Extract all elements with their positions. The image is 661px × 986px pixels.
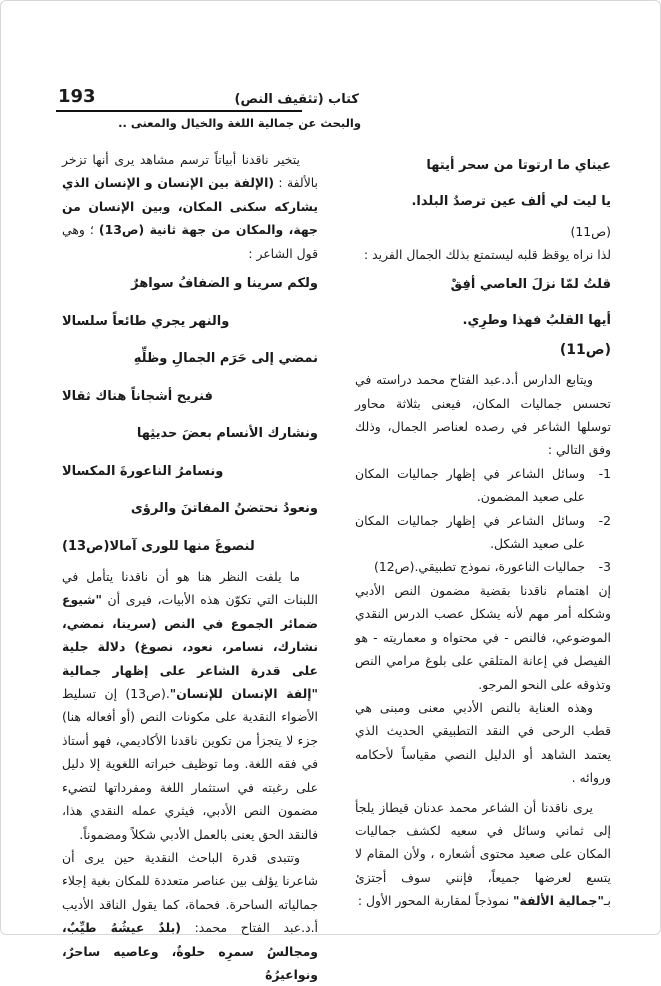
verse-line: ونشارك الأنسام بعضَ حديثِها xyxy=(136,426,318,442)
list-item xyxy=(355,509,611,556)
paragraph-text: .(ص13) إن تسليط الأضواء النقدية على مكونات النص (أو أفعاله هنا) جزء لا يتجزأ من تكوين ناقدنا الأكاديمي، فهو أستاذ في فقه اللغة. وما توظيف خبراته اللغوية إلا دليل على رغبته في استثمار اللغة ومفرداتها لتضيء مضمون النص الأدبي، فيثري عمله النقدي هذا، فالنقد الحق يعنى بالعمل الأدبي شكلاً ومضموناً. xyxy=(62,686,318,842)
list-text: وسائل الشاعر في إظهار جماليات المكان على صعيد المضمون. xyxy=(355,465,585,505)
paragraph: ويتابع الدارس أ.د.عبد الفتاح محمد دراسته في تحسس جماليات المكان، فيعنى بثلاثة محاور توسلها الشاعر في رصده لعناصر الجمال، وذلك وفق التالي : xyxy=(355,372,611,458)
paragraph xyxy=(62,846,318,986)
list-number: 3- xyxy=(598,559,611,575)
verse-line: ولكم سرينا و الضفافُ سواهرٌ xyxy=(131,276,318,292)
paragraph-text: ما يلفت النظر هنا هو أن ناقدنا يتأمل في اللبنات التي تكوّن هذه الأبيات، فيرى أن xyxy=(62,569,318,608)
bold-quote: "شيوع ضمائر الجموع في النص (سرينا، نمضي، نشارك، نسامر، نعود، نصوغ) دلالة جلية على قدرة الشاعر على إظهار جمالية "إلفة الإنسان للإنسان" xyxy=(62,592,318,702)
verse-line: يا ليت لي ألف عين ترصدُ البلدا. xyxy=(411,194,611,209)
paragraph xyxy=(355,796,611,913)
page-number: 193 xyxy=(58,86,96,107)
list-text: جماليات الناعورة، نموذج تطبيقي.(ص12) xyxy=(374,559,585,575)
paragraph-text: يتخير ناقدنا أبياتاً ترسم مشاهد يرى أنها تزخر بالألفة : xyxy=(62,152,318,191)
paragraph: لذا نراه يوقظ قلبه ليستمتع بذلك الجمال الفريد : xyxy=(364,247,611,263)
list-item xyxy=(355,555,611,578)
verse-line: والنهر يجري طائعاً سلسالا xyxy=(62,313,230,329)
paragraph-text: وتتبدى قدرة الباحث النقدية حين يرى أن شاعرنا يؤلف بين عناصر متعددة للمكان بغية إجلاء جمالياته الساحرة. فحماة، كما يقول الناقد الأديب أ.د.عبد الفتاح محمد: xyxy=(62,849,318,936)
left-column xyxy=(62,148,318,982)
paragraph-text: ؛ وهي قول الشاعر : xyxy=(62,222,318,261)
bold-term: "جمالية الألفة" xyxy=(513,893,604,909)
verse-line: قلتُ لمّا نزلَ العاصي أفِقْ xyxy=(450,276,611,292)
bold-quote: (الإلفة بين الإنسان و الإنسان الذي يشاركه سكنى المكان، وبين الإنسان من جهة، والمكان من جهة ثانية (ص13) xyxy=(62,175,318,238)
page-reference: (ص11) xyxy=(559,341,611,358)
paragraph-text: نموذجاً لمقاربة المحور الأول : xyxy=(357,893,513,909)
right-column xyxy=(355,148,611,923)
list-number: 1- xyxy=(598,465,611,481)
list-text: وسائل الشاعر في إظهار جماليات المكان على صعيد الشكل. xyxy=(355,512,585,552)
page-reference: (ص11) xyxy=(570,224,611,239)
paragraph xyxy=(62,565,318,846)
list-item xyxy=(355,462,611,509)
paragraph xyxy=(62,148,318,265)
verse-line: لنصوغَ منها للورى آمالا(ص13) xyxy=(62,538,255,554)
running-header-subtitle: والبحث عن جمالية اللغة والخيال والمعنى .. xyxy=(118,116,361,130)
paragraph: وهذه العناية بالنص الأدبي معنى ومبنى هي قطب الرحى في النقد التطبيقي الحديث الذي يعتمد الشاهد أو الدليل النصي مقياساً لأحكامه وروائه . xyxy=(355,699,611,786)
paragraph: إن اهتمام ناقدنا بقضية مضمون النص الأدبي وشكله أمر مهم لأنه يشكل عصب الدرس النقدي الموضوعي، فالنص - في محتواه و معماريته - هو الفيصل في إعانة المتلقي على بلوغ مرامي النص وتذوقه على النحو المرجو. xyxy=(355,582,611,692)
verse-line: أيها القلبُ فهذا وطرِي. xyxy=(462,312,611,328)
verse-line: عيناي ما ارتوتا من سحر أيتها xyxy=(426,158,611,173)
verse-line: ونسامرُ الناعورةَ المكسالا xyxy=(62,463,224,479)
bold-quote: (بلدٌ عيشُهُ طيِّبٌ، ومجالسُ سمرِه حلوةٌ، وعاصيه ساحرٌ، ونواعيرُهُ xyxy=(62,920,318,982)
header-divider xyxy=(56,110,302,112)
verse-line: نمضي إلى حَرَم الجمالِ وظلِّهِ xyxy=(133,351,318,367)
paragraph-text: يرى ناقدنا أن الشاعر محمد عدنان قيطاز يلجأ إلى ثماني وسائل في سعيه لكشف جماليات المكان على صعيد محتوى أشعاره ، ولأن المقام لا يتسع لعرضها جميعاً، فإنني سوف أجتزئ بـ xyxy=(355,799,611,909)
list-number: 2- xyxy=(598,512,611,528)
verse-line: فنريح أشجاناً هناك ثقالا xyxy=(62,388,213,404)
running-header-title: كتاب (تثقيف النص) xyxy=(234,92,359,107)
verse-line: ونعودُ نحتضنُ المفاتنَ والرؤى xyxy=(130,501,318,517)
